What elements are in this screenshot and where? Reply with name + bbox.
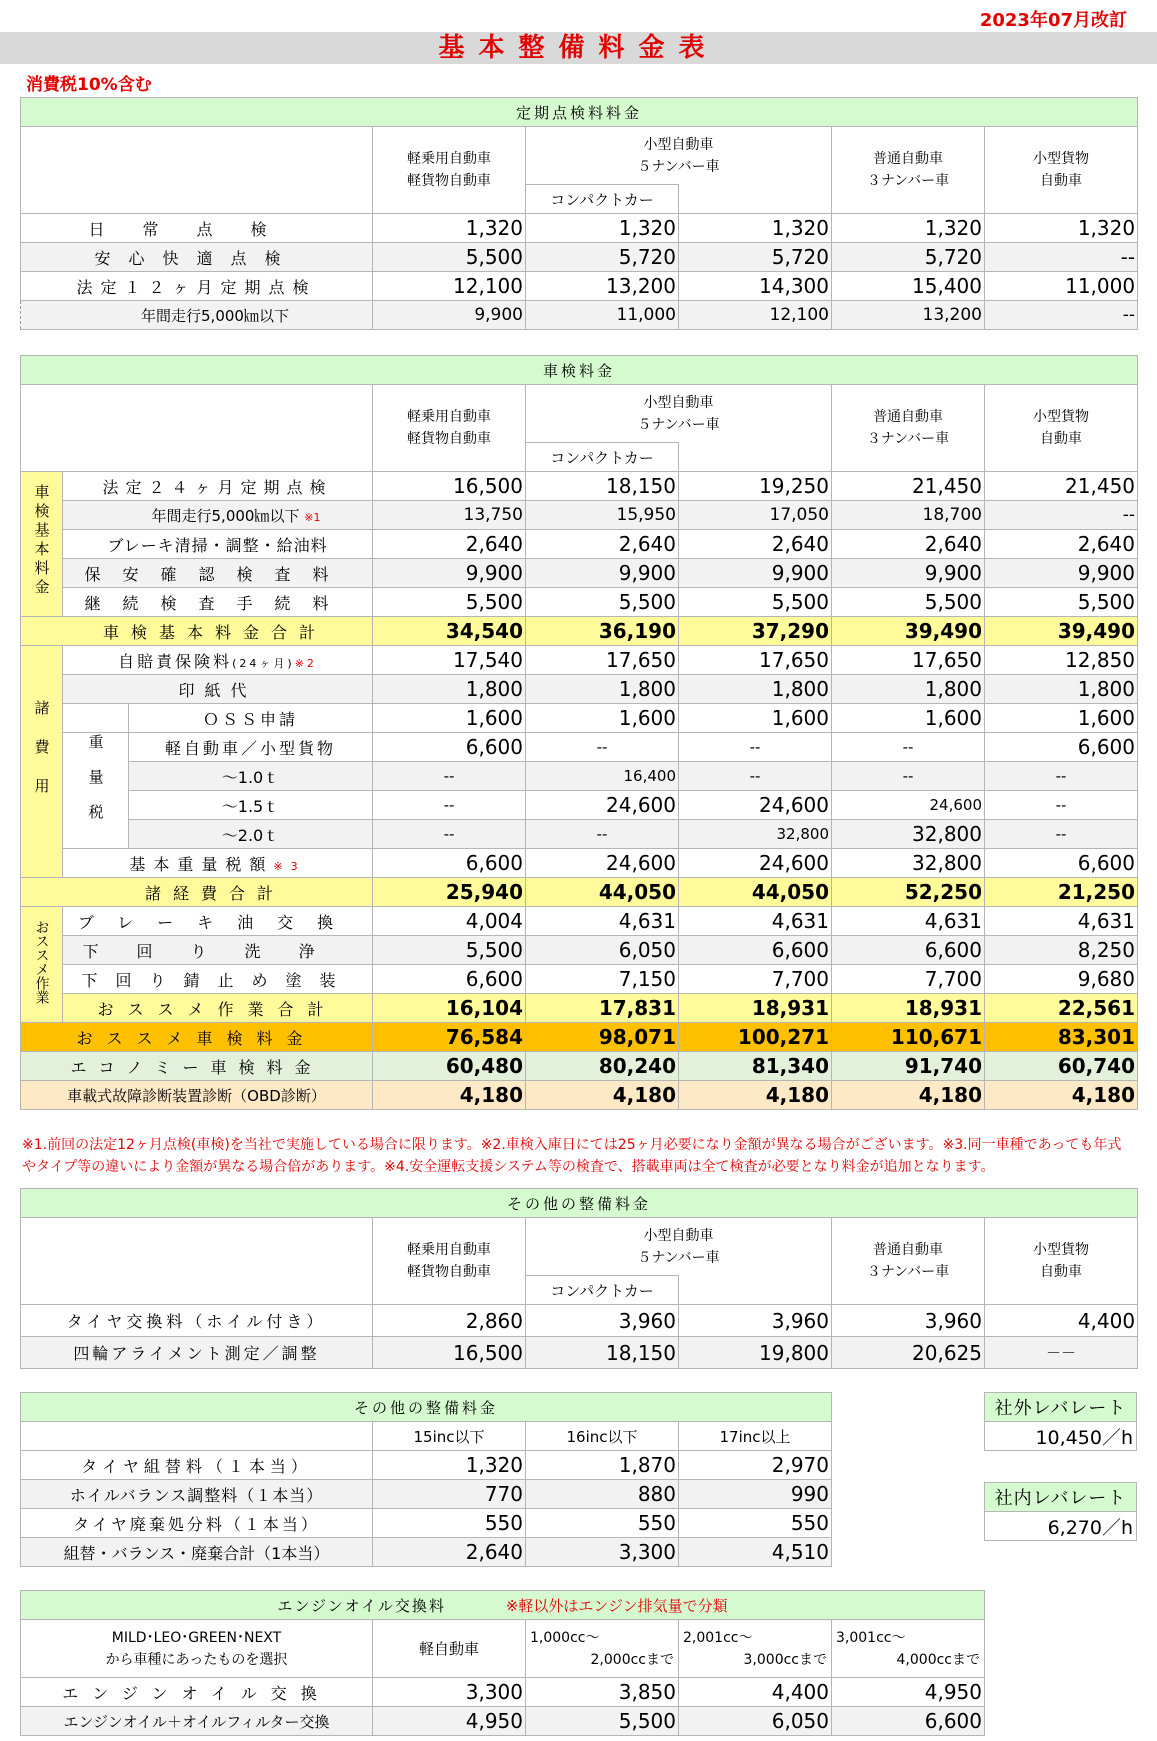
col-small-header: 小型自動車 ５ナンバー車 bbox=[526, 385, 832, 443]
cell-value: 18,931 bbox=[832, 994, 985, 1023]
cell-value: 2,860 bbox=[373, 1305, 526, 1337]
recommended-total-label: おススメ作業合計 bbox=[63, 994, 373, 1023]
cell-value: -- bbox=[832, 733, 985, 762]
cell-value: 44,050 bbox=[679, 878, 832, 907]
cell-value: 9,900 bbox=[832, 559, 985, 588]
cell-value: 12,100 bbox=[373, 272, 526, 301]
cell-value: 3,960 bbox=[679, 1305, 832, 1337]
cell-value: 4,180 bbox=[679, 1081, 832, 1110]
cell-value: 3,960 bbox=[832, 1305, 985, 1337]
other-maintenance-table bbox=[20, 1188, 1138, 1369]
cell-value: 1,320 bbox=[373, 214, 526, 243]
cell-value: 5,500 bbox=[985, 588, 1138, 617]
cell-value: 2,640 bbox=[985, 530, 1138, 559]
cell-value: 6,600 bbox=[373, 965, 526, 994]
cell-value: 18,700 bbox=[832, 501, 985, 530]
row-label: タイヤ組替料（１本当） bbox=[21, 1451, 373, 1480]
basic-total-label: 車検基本料金合計 bbox=[21, 617, 373, 646]
cell-value: 4,631 bbox=[832, 907, 985, 936]
row-label: 組替・バランス・廃棄合計（1本当） bbox=[21, 1538, 373, 1567]
cell-value: 1,600 bbox=[985, 704, 1138, 733]
cell-value: 19,250 bbox=[679, 472, 832, 501]
row-label: 下回り洗浄 bbox=[63, 936, 373, 965]
page-title: 基本整備料金表 bbox=[0, 32, 1157, 64]
col-kei-header: 軽乗用自動車 軽貨物自動車 bbox=[373, 385, 526, 472]
col-small-header: 小型自動車 ５ナンバー車 bbox=[526, 1218, 832, 1276]
cell-value: -- bbox=[985, 762, 1138, 791]
cell-value: 21,450 bbox=[832, 472, 985, 501]
cell-value: 22,561 bbox=[985, 994, 1138, 1023]
row-label: ～2.0ｔ bbox=[129, 820, 373, 849]
cell-value: 6,050 bbox=[679, 1707, 832, 1736]
cell-value: 2,640 bbox=[526, 530, 679, 559]
cell-value: -- bbox=[832, 762, 985, 791]
col-normal-header: 普通自動車 ３ナンバー車 bbox=[832, 127, 985, 214]
cell-value: 4,950 bbox=[373, 1707, 526, 1736]
cell-value: 9,900 bbox=[373, 301, 526, 330]
col-oil-header: 2,001cc～ 3,000ccまで bbox=[679, 1620, 832, 1678]
cell-value: 4,180 bbox=[373, 1081, 526, 1110]
cell-value: 1,600 bbox=[526, 704, 679, 733]
col-17inc-header: 17inc以上 bbox=[679, 1422, 832, 1451]
cell-value: 24,600 bbox=[679, 791, 832, 820]
tax-note: 消費税10%含む bbox=[26, 75, 152, 95]
cell-value: 14,300 bbox=[679, 272, 832, 301]
row-label: ～1.5ｔ bbox=[129, 791, 373, 820]
outside-rate-value: 10,450／h bbox=[985, 1422, 1137, 1451]
cell-value: 9,680 bbox=[985, 965, 1138, 994]
cell-value: 98,071 bbox=[526, 1023, 679, 1052]
inspection-title: 定期点検料料金 bbox=[21, 98, 1138, 127]
cell-value: 17,650 bbox=[526, 646, 679, 675]
cell-value: 1,800 bbox=[526, 675, 679, 704]
cell-value: 1,600 bbox=[373, 704, 526, 733]
cell-value: 6,600 bbox=[985, 733, 1138, 762]
cell-value: 16,500 bbox=[373, 472, 526, 501]
row-label: 基本重量税額※3 bbox=[63, 849, 373, 878]
cell-value: 6,600 bbox=[679, 936, 832, 965]
cell-value: 16,400 bbox=[526, 762, 679, 791]
row-label: 下回り錆止め塗装 bbox=[63, 965, 373, 994]
recommended-group-label: おススメ作業 bbox=[21, 907, 63, 1023]
cell-value: 4,510 bbox=[679, 1538, 832, 1567]
cell-value: 18,150 bbox=[526, 1337, 679, 1369]
cell-value: 21,450 bbox=[985, 472, 1138, 501]
cell-value: 3,850 bbox=[526, 1678, 679, 1707]
cell-value: 37,290 bbox=[679, 617, 832, 646]
cell-value: 550 bbox=[526, 1509, 679, 1538]
cell-value: 7,700 bbox=[679, 965, 832, 994]
cell-value: -- bbox=[985, 791, 1138, 820]
cell-value: 1,870 bbox=[526, 1451, 679, 1480]
col-16inc-header: 16inc以下 bbox=[526, 1422, 679, 1451]
inside-rate-box bbox=[984, 1482, 1137, 1541]
economy-shaken-label: エコノミー車検料金 bbox=[21, 1052, 373, 1081]
tire-maintenance-title: その他の整備料金 bbox=[21, 1393, 832, 1422]
engine-oil-note: ※軽以外はエンジン排気量で分類 bbox=[505, 1596, 728, 1615]
cell-value: 5,720 bbox=[526, 243, 679, 272]
cell-value: -- bbox=[526, 820, 679, 849]
row-label: 法定２４ヶ月定期点検 bbox=[63, 472, 373, 501]
cell-value: 83,301 bbox=[985, 1023, 1138, 1052]
row-label: ホイルバランス調整料（１本当） bbox=[21, 1480, 373, 1509]
cell-value: 1,800 bbox=[373, 675, 526, 704]
row-label: 軽自動車／小型貨物 bbox=[129, 733, 373, 762]
cell-value: 17,831 bbox=[526, 994, 679, 1023]
cell-value: 39,490 bbox=[832, 617, 985, 646]
row-label: 年間走行5,000㎞以下 ※1 bbox=[63, 501, 373, 530]
cell-value: 17,050 bbox=[679, 501, 832, 530]
cell-value: 4,631 bbox=[526, 907, 679, 936]
cell-value: 5,500 bbox=[373, 243, 526, 272]
cell-value: 4,631 bbox=[679, 907, 832, 936]
cell-value: -- bbox=[679, 762, 832, 791]
cell-value: 16,500 bbox=[373, 1337, 526, 1369]
col-15inc-header: 15inc以下 bbox=[373, 1422, 526, 1451]
row-label: ブレーキ清掃・調整・給油料 bbox=[63, 530, 373, 559]
footnote: ※1.前回の法定12ヶ月点検(車検)を当社で実施している場合に限ります。※2.車検入庫日にては25ヶ月必要になり金額が異なる場合がございます。※3.同一車種であっても年式やタイプ等の違いにより金額が異なる場合倍があります。※4.安全運転支援システム等の検査で、搭載車両は全て検査が必要となり料金が追加となります。 bbox=[22, 1137, 1122, 1175]
cell-value: -- bbox=[526, 733, 679, 762]
row-label: 印紙代 bbox=[63, 675, 373, 704]
col-cargo-header: 小型貨物 自動車 bbox=[985, 385, 1138, 472]
row-label: タイヤ交換料（ホイル付き） bbox=[21, 1305, 373, 1337]
cell-value: 3,300 bbox=[526, 1538, 679, 1567]
cell-value: 13,750 bbox=[373, 501, 526, 530]
inside-rate-value: 6,270／h bbox=[985, 1512, 1137, 1541]
tire-maintenance-table bbox=[20, 1392, 832, 1567]
col-oil-header: 3,001cc～ 4,000ccまで bbox=[832, 1620, 985, 1678]
col-compact-header: コンパクトカー bbox=[526, 1276, 679, 1305]
row-label: 保安確認検査料 bbox=[63, 559, 373, 588]
cell-value: -- bbox=[373, 820, 526, 849]
col-oil-header: 1,000cc～ 2,000ccまで bbox=[526, 1620, 679, 1678]
cell-value: 2,640 bbox=[832, 530, 985, 559]
cell-value: 5,500 bbox=[526, 1707, 679, 1736]
row-label: 法定１２ヶ月定期点検 bbox=[21, 272, 373, 301]
cell-value: 9,900 bbox=[526, 559, 679, 588]
cell-value: 7,700 bbox=[832, 965, 985, 994]
cell-value: 2,640 bbox=[373, 1538, 526, 1567]
fees-total-label: 諸経費合計 bbox=[21, 878, 373, 907]
other-maintenance-title: その他の整備料金 bbox=[21, 1189, 1138, 1218]
cell-value: 60,480 bbox=[373, 1052, 526, 1081]
cell-value: 21,250 bbox=[985, 878, 1138, 907]
cell-value: 1,600 bbox=[832, 704, 985, 733]
row-label: 四輪アライメント測定／調整 bbox=[21, 1337, 373, 1369]
engine-oil-table bbox=[20, 1590, 985, 1736]
col-cargo-header: 小型貨物 自動車 bbox=[985, 127, 1138, 214]
cell-value: 4,631 bbox=[985, 907, 1138, 936]
weight-tax-group-label: 重量税 bbox=[63, 733, 129, 849]
cell-value: 18,150 bbox=[526, 472, 679, 501]
row-label: 年間走行5,000㎞以下 bbox=[21, 301, 373, 330]
col-kei-header: 軽乗用自動車 軽貨物自動車 bbox=[373, 127, 526, 214]
cell-value: 1,320 bbox=[373, 1451, 526, 1480]
cell-value: 990 bbox=[679, 1480, 832, 1509]
cell-value: 1,800 bbox=[832, 675, 985, 704]
cell-value: 550 bbox=[679, 1509, 832, 1538]
row-label: 安心快適点検 bbox=[21, 243, 373, 272]
cell-value: 1,320 bbox=[679, 214, 832, 243]
row-label: エンジンオイル＋オイルフィルター交換 bbox=[21, 1707, 373, 1736]
cell-value: 1,320 bbox=[526, 214, 679, 243]
cell-value: 5,500 bbox=[526, 588, 679, 617]
cell-value: 9,900 bbox=[373, 559, 526, 588]
cell-value: 52,250 bbox=[832, 878, 985, 907]
inspection-table bbox=[20, 97, 1138, 330]
col-normal-header: 普通自動車 ３ナンバー車 bbox=[832, 385, 985, 472]
cell-value: 80,240 bbox=[526, 1052, 679, 1081]
cell-value: 5,720 bbox=[832, 243, 985, 272]
cell-value: 13,200 bbox=[832, 301, 985, 330]
col-kei-oil-header: 軽自動車 bbox=[373, 1620, 526, 1678]
cell-value: 17,540 bbox=[373, 646, 526, 675]
col-cargo-header: 小型貨物 自動車 bbox=[985, 1218, 1138, 1305]
cell-value: 12,850 bbox=[985, 646, 1138, 675]
row-label: エンジンオイル交換 bbox=[21, 1678, 373, 1707]
cell-value: 34,540 bbox=[373, 617, 526, 646]
cell-value: －－ bbox=[985, 1337, 1138, 1369]
cell-value: 1,320 bbox=[985, 214, 1138, 243]
cell-value: 5,500 bbox=[373, 588, 526, 617]
cell-value: 5,720 bbox=[679, 243, 832, 272]
cell-value: 1,600 bbox=[679, 704, 832, 733]
cell-value: 18,931 bbox=[679, 994, 832, 1023]
col-compact-header: コンパクトカー bbox=[526, 185, 679, 214]
cell-value: 60,740 bbox=[985, 1052, 1138, 1081]
cell-value: 5,500 bbox=[373, 936, 526, 965]
engine-oil-title: エンジンオイル交換料 ※軽以外はエンジン排気量で分類 bbox=[21, 1591, 985, 1620]
cell-value: 6,600 bbox=[832, 936, 985, 965]
cell-value: 4,180 bbox=[832, 1081, 985, 1110]
inside-rate-label: 社内レバレート bbox=[985, 1483, 1137, 1512]
cell-value: 11,000 bbox=[985, 272, 1138, 301]
cell-value: 770 bbox=[373, 1480, 526, 1509]
cell-value: -- bbox=[373, 791, 526, 820]
cell-value: 24,600 bbox=[679, 849, 832, 878]
cell-value: 880 bbox=[526, 1480, 679, 1509]
row-label: 継続検査手続料 bbox=[63, 588, 373, 617]
row-label: 自賠責保険料(24ヶ月)※2 bbox=[63, 646, 373, 675]
cell-value: 100,271 bbox=[679, 1023, 832, 1052]
recommended-shaken-label: おススメ車検料金 bbox=[21, 1023, 373, 1052]
row-label: 日常点検 bbox=[21, 214, 373, 243]
cell-value: 76,584 bbox=[373, 1023, 526, 1052]
cell-value: 2,640 bbox=[679, 530, 832, 559]
shaken-title: 車検料金 bbox=[21, 356, 1138, 385]
cell-value: 16,104 bbox=[373, 994, 526, 1023]
cell-value: 110,671 bbox=[832, 1023, 985, 1052]
cell-value: 13,200 bbox=[526, 272, 679, 301]
cell-value: 6,600 bbox=[373, 733, 526, 762]
cell-value: 81,340 bbox=[679, 1052, 832, 1081]
col-small-header: 小型自動車 ５ナンバー車 bbox=[526, 127, 832, 185]
cell-value: 4,400 bbox=[985, 1305, 1138, 1337]
cell-value: -- bbox=[373, 762, 526, 791]
cell-value: 15,950 bbox=[526, 501, 679, 530]
cell-value: -- bbox=[679, 733, 832, 762]
outside-rate-label: 社外レバレート bbox=[985, 1393, 1137, 1422]
cell-value: 24,600 bbox=[526, 791, 679, 820]
col-kei-header: 軽乗用自動車 軽貨物自動車 bbox=[373, 1218, 526, 1305]
cell-value: 9,900 bbox=[679, 559, 832, 588]
cell-value: 32,800 bbox=[832, 820, 985, 849]
basic-group-label: 車検基本料金 bbox=[21, 472, 63, 617]
oil-select-text: MILD･LEO･GREEN･NEXT から車種にあったものを選択 bbox=[21, 1620, 373, 1678]
cell-value: 4,180 bbox=[526, 1081, 679, 1110]
cell-value: 39,490 bbox=[985, 617, 1138, 646]
cell-value: 6,600 bbox=[985, 849, 1138, 878]
cell-value: -- bbox=[985, 243, 1138, 272]
cell-value: -- bbox=[985, 820, 1138, 849]
cell-value: 91,740 bbox=[832, 1052, 985, 1081]
cell-value: 25,940 bbox=[373, 878, 526, 907]
cell-value: 24,600 bbox=[526, 849, 679, 878]
cell-value: 19,800 bbox=[679, 1337, 832, 1369]
obd-label: 車載式故障診断装置診断（OBD診断） bbox=[21, 1081, 373, 1110]
cell-value: 5,500 bbox=[832, 588, 985, 617]
cell-value: 36,190 bbox=[526, 617, 679, 646]
cell-value: 17,650 bbox=[679, 646, 832, 675]
cell-value: 32,800 bbox=[679, 820, 832, 849]
shaken-table bbox=[20, 355, 1138, 1110]
revision-date: 2023年07月改訂 bbox=[979, 10, 1127, 31]
cell-value: 4,004 bbox=[373, 907, 526, 936]
cell-value: 11,000 bbox=[526, 301, 679, 330]
cell-value: 24,600 bbox=[832, 791, 985, 820]
cell-value: 4,950 bbox=[832, 1678, 985, 1707]
cell-value: 6,600 bbox=[832, 1707, 985, 1736]
cell-value: 8,250 bbox=[985, 936, 1138, 965]
row-label: ～1.0ｔ bbox=[129, 762, 373, 791]
cell-value: 7,150 bbox=[526, 965, 679, 994]
cell-value: -- bbox=[985, 301, 1138, 330]
cell-value: 550 bbox=[373, 1509, 526, 1538]
cell-value: 12,100 bbox=[679, 301, 832, 330]
cell-value: 3,300 bbox=[373, 1678, 526, 1707]
cell-value: 4,180 bbox=[985, 1081, 1138, 1110]
cell-value: 32,800 bbox=[832, 849, 985, 878]
cell-value: 1,800 bbox=[679, 675, 832, 704]
col-normal-header: 普通自動車 ３ナンバー車 bbox=[832, 1218, 985, 1305]
cell-value: 4,400 bbox=[679, 1678, 832, 1707]
cell-value: 2,970 bbox=[679, 1451, 832, 1480]
row-label: ＯＳＳ申請 bbox=[129, 704, 373, 733]
fees-group-label: 諸費用 bbox=[21, 646, 63, 878]
cell-value: 1,800 bbox=[985, 675, 1138, 704]
cell-value: 6,600 bbox=[373, 849, 526, 878]
cell-value: 3,960 bbox=[526, 1305, 679, 1337]
cell-value: 1,320 bbox=[832, 214, 985, 243]
cell-value: 15,400 bbox=[832, 272, 985, 301]
cell-value: 9,900 bbox=[985, 559, 1138, 588]
cell-value: 20,625 bbox=[832, 1337, 985, 1369]
cell-value: 44,050 bbox=[526, 878, 679, 907]
row-label: タイヤ廃棄処分料（１本当） bbox=[21, 1509, 373, 1538]
cell-value: 17,650 bbox=[832, 646, 985, 675]
cell-value: 5,500 bbox=[679, 588, 832, 617]
outside-rate-box bbox=[984, 1392, 1137, 1451]
row-label: ブレーキ油交換 bbox=[63, 907, 373, 936]
cell-value: 6,050 bbox=[526, 936, 679, 965]
cell-value: 2,640 bbox=[373, 530, 526, 559]
cell-value: -- bbox=[985, 501, 1138, 530]
col-compact-header: コンパクトカー bbox=[526, 443, 679, 472]
